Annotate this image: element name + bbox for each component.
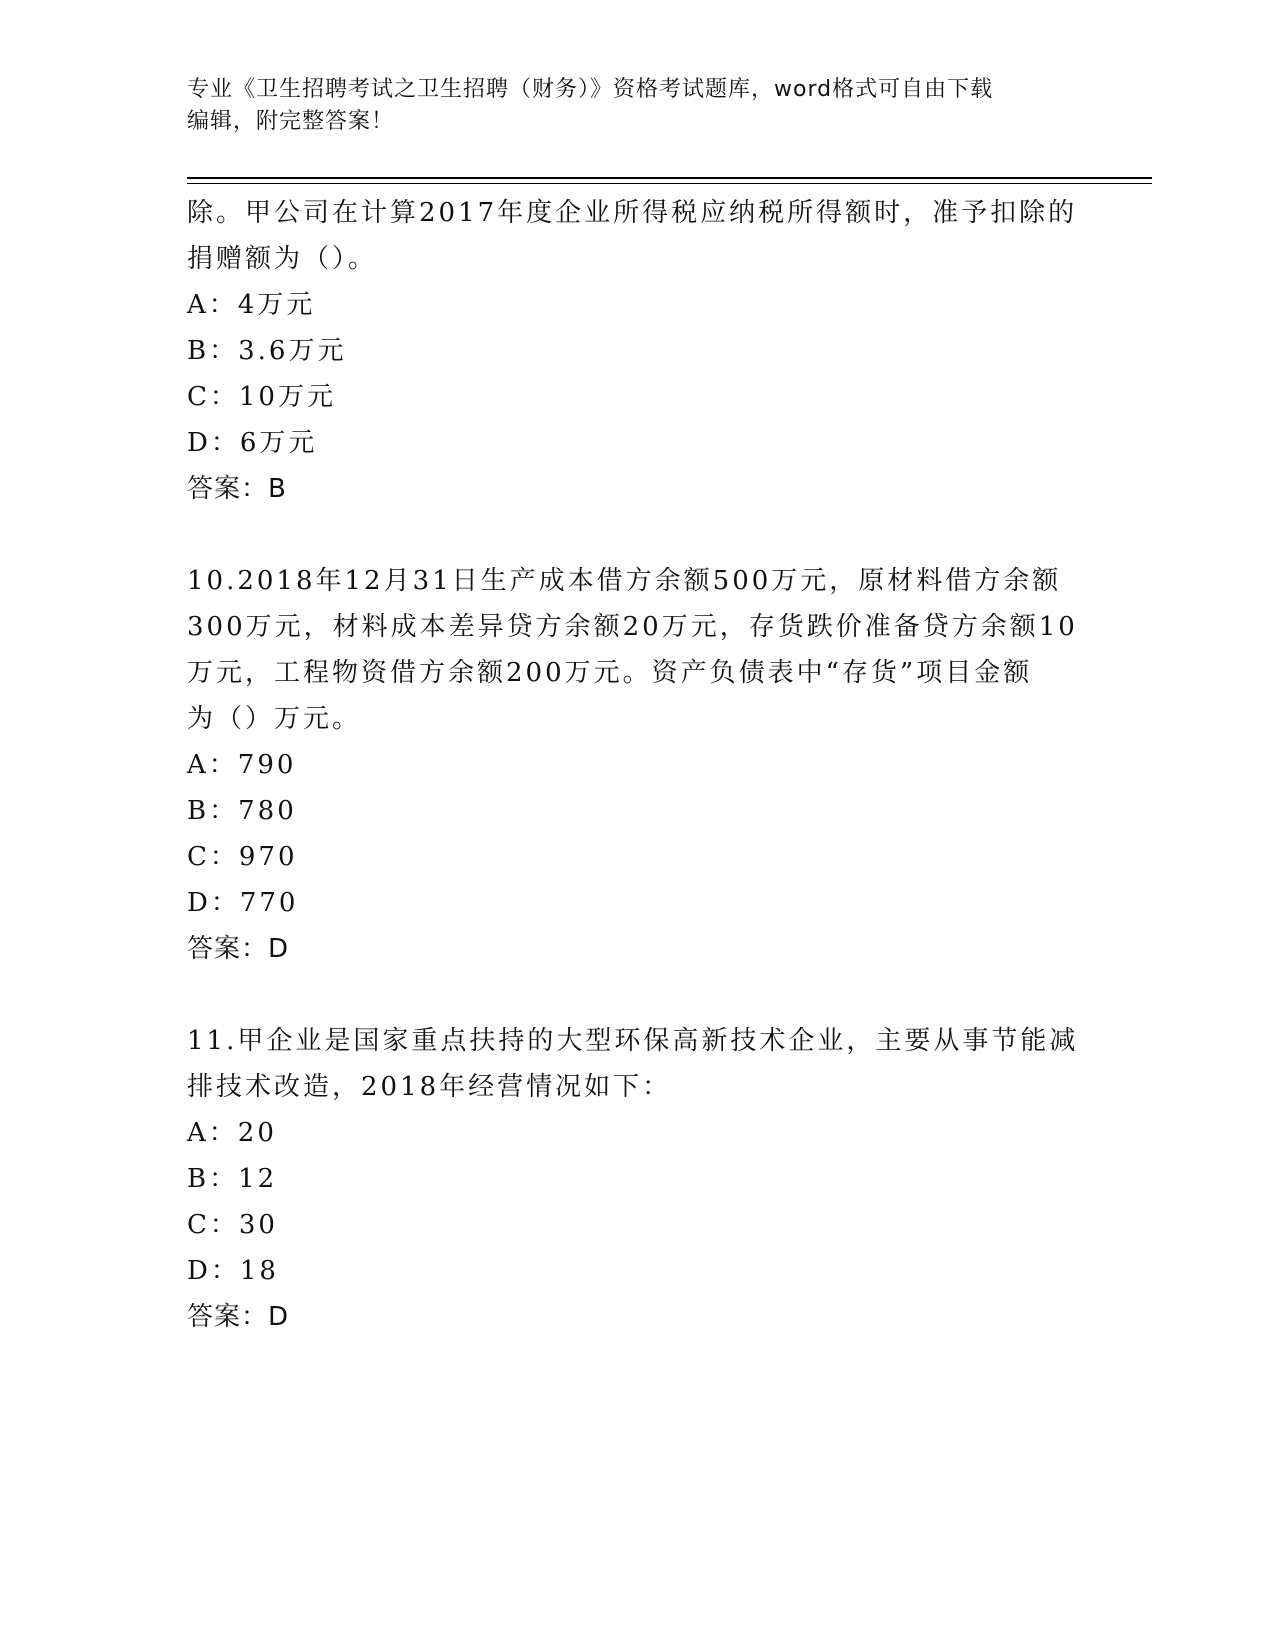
header-line-2: 编辑，附完整答案！ bbox=[187, 109, 395, 134]
header-line-1: 专业《卫生招聘考试之卫生招聘（财务）》资格考试题库，word格式可自由下载 bbox=[187, 77, 994, 102]
spacer bbox=[187, 512, 1087, 558]
option-b: B：780 bbox=[187, 796, 297, 826]
answer-line: 答案：D bbox=[187, 934, 290, 964]
option-a: A：4万元 bbox=[187, 290, 316, 320]
question-10 bbox=[187, 558, 1087, 972]
option-d: D：770 bbox=[187, 888, 299, 918]
option-d: D：6万元 bbox=[187, 428, 318, 458]
document-header bbox=[187, 74, 1067, 138]
question-stem-line: 万元，工程物资借方余额200万元。资产负债表中“存货”项目金额 bbox=[187, 658, 1033, 688]
question-11 bbox=[187, 1018, 1087, 1340]
spacer bbox=[187, 972, 1087, 1018]
header-rule-thick bbox=[187, 177, 1152, 179]
answer-line: 答案：B bbox=[187, 474, 287, 504]
question-content bbox=[187, 190, 1087, 1340]
question-stem-line: 11.甲企业是国家重点扶持的大型环保高新技术企业，主要从事节能减 bbox=[187, 1026, 1079, 1056]
option-a: A：20 bbox=[187, 1118, 277, 1148]
header-rule-thin bbox=[187, 183, 1152, 184]
question-stem-line: 为（）万元。 bbox=[187, 704, 362, 734]
option-c: C：970 bbox=[187, 842, 298, 872]
option-c: C：30 bbox=[187, 1210, 278, 1240]
option-c: C：10万元 bbox=[187, 382, 336, 412]
option-d: D：18 bbox=[187, 1256, 279, 1286]
question-stem-line: 10.2018年12月31日生产成本借方余额500万元，原材料借方余额 bbox=[187, 566, 1062, 596]
answer-line: 答案：D bbox=[187, 1302, 290, 1332]
question-stem-line: 除。甲公司在计算2017年度企业所得税应纳税所得额时，准予扣除的 bbox=[187, 198, 1078, 228]
question-stem-line: 捐赠额为（）。 bbox=[187, 244, 378, 274]
option-b: B：12 bbox=[187, 1164, 278, 1194]
option-b: B：3.6万元 bbox=[187, 336, 347, 366]
option-a: A：790 bbox=[187, 750, 297, 780]
question-stem-line: 300万元，材料成本差异贷方余额20万元，存货跌价准备贷方余额10 bbox=[187, 612, 1078, 642]
question-stem-line: 排技术改造，2018年经营情况如下： bbox=[187, 1072, 672, 1102]
question-9 bbox=[187, 190, 1087, 512]
